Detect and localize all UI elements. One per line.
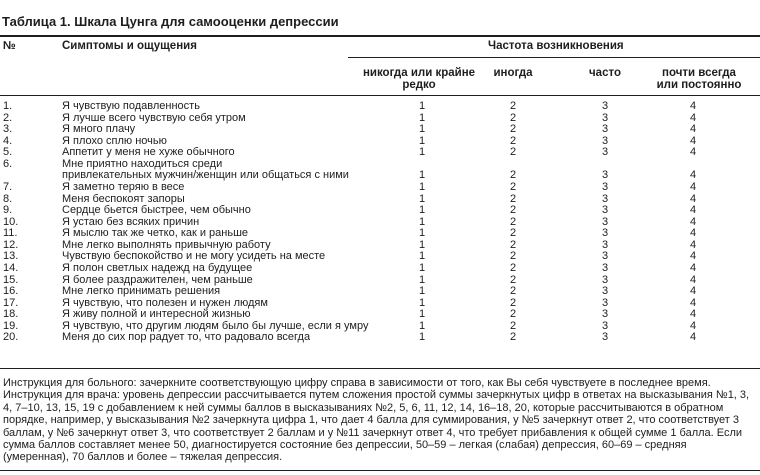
row-score-sometimes[interactable]: 2 bbox=[509, 169, 517, 182]
row-score-always[interactable]: 4 bbox=[689, 238, 697, 251]
table-row bbox=[0, 124, 760, 136]
row-symptom: Я чувствую подавленность bbox=[62, 100, 200, 112]
row-number: 8. bbox=[3, 192, 13, 205]
row-symptom-continued: привлекательных мужчин/женщин или общаться с ними bbox=[62, 169, 349, 182]
row-score-often[interactable]: 3 bbox=[601, 238, 609, 251]
row-symptom: Меня беспокоят запоры bbox=[62, 192, 185, 205]
row-score-never[interactable]: 1 bbox=[418, 250, 426, 263]
patient-instruction: Инструкция для больного: зачеркните соответствующую цифру справа в зависимости от того, как Вы себя чувствуете в последнее время. bbox=[3, 377, 711, 389]
row-score-always[interactable]: 4 bbox=[689, 261, 697, 274]
row-score-often[interactable]: 3 bbox=[601, 123, 609, 136]
row-score-never[interactable]: 1 bbox=[418, 146, 426, 159]
row-score-sometimes[interactable]: 2 bbox=[509, 215, 517, 228]
row-score-sometimes[interactable]: 2 bbox=[509, 100, 517, 112]
row-score-never[interactable]: 1 bbox=[418, 238, 426, 251]
row-score-always[interactable]: 4 bbox=[689, 123, 697, 136]
table-row bbox=[0, 182, 760, 194]
row-score-always[interactable]: 4 bbox=[689, 181, 697, 194]
row-score-often[interactable]: 3 bbox=[601, 331, 609, 344]
row-score-sometimes[interactable]: 2 bbox=[509, 296, 517, 309]
row-score-always[interactable]: 4 bbox=[689, 285, 697, 298]
row-score-never[interactable]: 1 bbox=[418, 331, 426, 344]
row-score-never[interactable]: 1 bbox=[418, 285, 426, 298]
row-number: 17. bbox=[3, 296, 19, 309]
row-number: 6. bbox=[3, 157, 13, 170]
row-score-always[interactable]: 4 bbox=[689, 308, 697, 321]
row-score-never[interactable]: 1 bbox=[418, 123, 426, 136]
row-score-never[interactable]: 1 bbox=[418, 192, 426, 205]
row-score-never[interactable]: 1 bbox=[418, 308, 426, 321]
row-symptom: Я живу полной и интересной жизнью bbox=[62, 308, 251, 321]
table-row bbox=[0, 101, 760, 113]
header-col-never bbox=[355, 67, 483, 91]
row-symptom: Я заметно теряю в весе bbox=[62, 181, 185, 194]
row-symptom: Я устаю без всяких причин bbox=[62, 215, 200, 228]
header-col-sometimes bbox=[478, 67, 548, 79]
header-col-never-line2: редко bbox=[402, 79, 436, 91]
row-score-often[interactable]: 3 bbox=[601, 169, 609, 182]
row-score-often[interactable]: 3 bbox=[601, 181, 609, 194]
row-number: 11. bbox=[3, 227, 18, 240]
row-score-often[interactable]: 3 bbox=[601, 204, 609, 217]
table-row bbox=[0, 147, 760, 159]
row-score-always[interactable]: 4 bbox=[689, 169, 697, 182]
top-rule bbox=[0, 35, 760, 37]
row-score-sometimes[interactable]: 2 bbox=[509, 192, 517, 205]
header-col-always-line2: или постоянно bbox=[656, 79, 742, 91]
row-score-never[interactable]: 1 bbox=[418, 169, 426, 182]
row-symptom: Меня до сих пор радует то, что радовало всегда bbox=[62, 331, 311, 344]
row-score-often[interactable]: 3 bbox=[601, 308, 609, 321]
row-score-never[interactable]: 1 bbox=[418, 319, 426, 332]
row-number: 14. bbox=[3, 261, 19, 274]
row-number: 16. bbox=[3, 285, 19, 298]
row-score-always[interactable]: 4 bbox=[689, 111, 697, 124]
row-number: 1. bbox=[3, 100, 13, 112]
row-score-never[interactable]: 1 bbox=[418, 273, 426, 286]
row-score-often[interactable]: 3 bbox=[601, 215, 609, 228]
row-score-always[interactable]: 4 bbox=[689, 100, 697, 112]
row-score-never[interactable]: 1 bbox=[418, 261, 426, 274]
row-score-never[interactable]: 1 bbox=[418, 204, 426, 217]
header-symptoms: Симптомы и ощущения bbox=[62, 40, 197, 52]
row-symptom: Я более раздражителен, чем раньше bbox=[62, 273, 253, 286]
row-score-sometimes[interactable]: 2 bbox=[509, 204, 517, 217]
row-number: 10. bbox=[3, 215, 19, 228]
row-score-always[interactable]: 4 bbox=[689, 250, 697, 263]
row-score-sometimes[interactable]: 2 bbox=[509, 123, 517, 136]
row-number: 18. bbox=[3, 308, 19, 321]
row-symptom: Я чувствую, что полезен и нужен людям bbox=[62, 296, 268, 309]
header-col-sometimes-label: иногда bbox=[493, 67, 533, 79]
row-number: 20. bbox=[3, 331, 19, 344]
row-score-never[interactable]: 1 bbox=[418, 111, 426, 124]
row-score-always[interactable]: 4 bbox=[689, 146, 697, 159]
row-number: 2. bbox=[3, 111, 13, 124]
header-bottom-rule bbox=[0, 95, 760, 96]
row-score-often[interactable]: 3 bbox=[601, 261, 609, 274]
row-score-always[interactable]: 4 bbox=[689, 192, 697, 205]
row-symptom: Мне легко принимать решения bbox=[62, 285, 221, 298]
row-score-often[interactable]: 3 bbox=[601, 111, 609, 124]
header-col-always-line1: почти всегда bbox=[662, 67, 736, 79]
row-symptom: Сердце бьется быстрее, чем обычно bbox=[62, 204, 251, 217]
table-row bbox=[0, 159, 760, 182]
row-score-never[interactable]: 1 bbox=[418, 134, 426, 147]
row-score-often[interactable]: 3 bbox=[601, 250, 609, 263]
row-score-sometimes[interactable]: 2 bbox=[509, 111, 517, 124]
table-row bbox=[0, 286, 760, 298]
row-score-sometimes[interactable]: 2 bbox=[509, 227, 517, 240]
row-score-often[interactable]: 3 bbox=[601, 192, 609, 205]
row-score-never[interactable]: 1 bbox=[418, 215, 426, 228]
row-symptom: Мне легко выполнять привычную работу bbox=[62, 238, 271, 251]
doctor-instruction: Инструкция для врача: уровень депрессии рассчитывается путем сложения простой суммы зачеркнутых цифр в ответах на высказывания №1, 3, 4, 7–10, 13, 15, 19 с добавлением к ней суммы баллов в высказываниях №2, 5, 6, 11, 12, 14, 16–18, 20, которые рассчитываются в обратном порядке, например, у высказывания №2 зачеркнута цифра 1, что дает 4 балла для суммирования, у №5 зачеркнут ответ 2, что соответствует 3 баллам, у №6 зачеркнут ответ 3, что соответствует 2 баллам и у №11 зачеркнут ответ 4, что требует прибавления к общей сумме 1 балла. Если сумма баллов составляет менее 50, диагностируется состояние без депрессии, 50–59 – легкая (слабая) депрессия, 60–69 – средняя (умеренная), 70 баллов и более – тяжелая депрессия. bbox=[3, 389, 750, 464]
row-number: 5. bbox=[3, 146, 13, 159]
row-number: 19. bbox=[3, 319, 19, 332]
row-score-sometimes[interactable]: 2 bbox=[509, 181, 517, 194]
row-score-always[interactable]: 4 bbox=[689, 227, 697, 240]
footer-rule bbox=[0, 470, 760, 471]
row-score-never[interactable]: 1 bbox=[418, 296, 426, 309]
row-number: 3. bbox=[3, 123, 13, 136]
header-col-always bbox=[640, 67, 758, 91]
row-score-often[interactable]: 3 bbox=[601, 285, 609, 298]
row-number: 15. bbox=[3, 273, 19, 286]
row-number: 9. bbox=[3, 204, 13, 217]
row-symptom: Я чувствую, что другим людям было бы лучше, если я умру bbox=[62, 319, 369, 332]
row-symptom: Чувствую беспокойство и не могу усидеть на месте bbox=[62, 250, 326, 263]
row-score-sometimes[interactable]: 2 bbox=[509, 331, 517, 344]
row-score-sometimes[interactable]: 2 bbox=[509, 261, 517, 274]
header-number: № bbox=[3, 40, 16, 52]
header-subrule bbox=[348, 57, 760, 58]
row-score-sometimes[interactable]: 2 bbox=[509, 319, 517, 332]
row-score-sometimes[interactable]: 2 bbox=[509, 238, 517, 251]
symptom-rows bbox=[0, 101, 760, 344]
row-symptom: Я много плачу bbox=[62, 123, 136, 136]
row-symptom: Я лучше всего чувствую себя утром bbox=[62, 111, 246, 124]
row-score-always[interactable]: 4 bbox=[689, 273, 697, 286]
table-row bbox=[0, 263, 760, 275]
row-symptom: Мне приятно находиться среди bbox=[62, 157, 223, 170]
header-frequency: Частота возникновения bbox=[488, 40, 624, 52]
row-score-always[interactable]: 4 bbox=[689, 331, 697, 344]
row-score-sometimes[interactable]: 2 bbox=[509, 250, 517, 263]
header-col-often bbox=[570, 67, 640, 79]
row-score-always[interactable]: 4 bbox=[689, 296, 697, 309]
row-score-never[interactable]: 1 bbox=[418, 227, 426, 240]
instructions-block bbox=[3, 377, 755, 464]
row-score-sometimes[interactable]: 2 bbox=[509, 134, 517, 147]
row-number: 12. bbox=[3, 238, 19, 251]
row-number: 13. bbox=[3, 250, 19, 263]
row-score-sometimes[interactable]: 2 bbox=[509, 273, 517, 286]
row-score-often[interactable]: 3 bbox=[601, 273, 609, 286]
row-score-often[interactable]: 3 bbox=[601, 227, 609, 240]
row-score-always[interactable]: 4 bbox=[689, 134, 697, 147]
row-score-never[interactable]: 1 bbox=[418, 181, 426, 194]
row-symptom: Я полон светлых надежд на будущее bbox=[62, 261, 253, 274]
row-score-never[interactable]: 1 bbox=[418, 100, 426, 112]
row-number: 7. bbox=[3, 181, 13, 194]
table-row bbox=[0, 332, 760, 344]
row-symptom: Аппетит у меня не хуже обычного bbox=[62, 146, 235, 159]
row-number: 4. bbox=[3, 134, 13, 147]
table-bottom-rule bbox=[0, 368, 760, 369]
row-score-often[interactable]: 3 bbox=[601, 319, 609, 332]
row-score-always[interactable]: 4 bbox=[689, 319, 697, 332]
row-score-sometimes[interactable]: 2 bbox=[509, 146, 517, 159]
table-row bbox=[0, 309, 760, 321]
row-symptom: Я мыслю так же четко, как и раньше bbox=[62, 227, 249, 240]
row-score-sometimes[interactable]: 2 bbox=[509, 285, 517, 298]
row-score-always[interactable]: 4 bbox=[689, 215, 697, 228]
row-score-often[interactable]: 3 bbox=[601, 100, 609, 112]
row-score-always[interactable]: 4 bbox=[689, 204, 697, 217]
row-score-often[interactable]: 3 bbox=[601, 134, 609, 147]
row-score-often[interactable]: 3 bbox=[601, 296, 609, 309]
row-symptom: Я плохо сплю ночью bbox=[62, 134, 167, 147]
table-title: Таблица 1. Шкала Цунга для самооценки депрессии bbox=[2, 14, 339, 29]
header-col-often-label: часто bbox=[589, 67, 621, 79]
header-col-never-line1: никогда или крайне bbox=[362, 67, 476, 79]
row-score-often[interactable]: 3 bbox=[601, 146, 609, 159]
row-score-sometimes[interactable]: 2 bbox=[509, 308, 517, 321]
